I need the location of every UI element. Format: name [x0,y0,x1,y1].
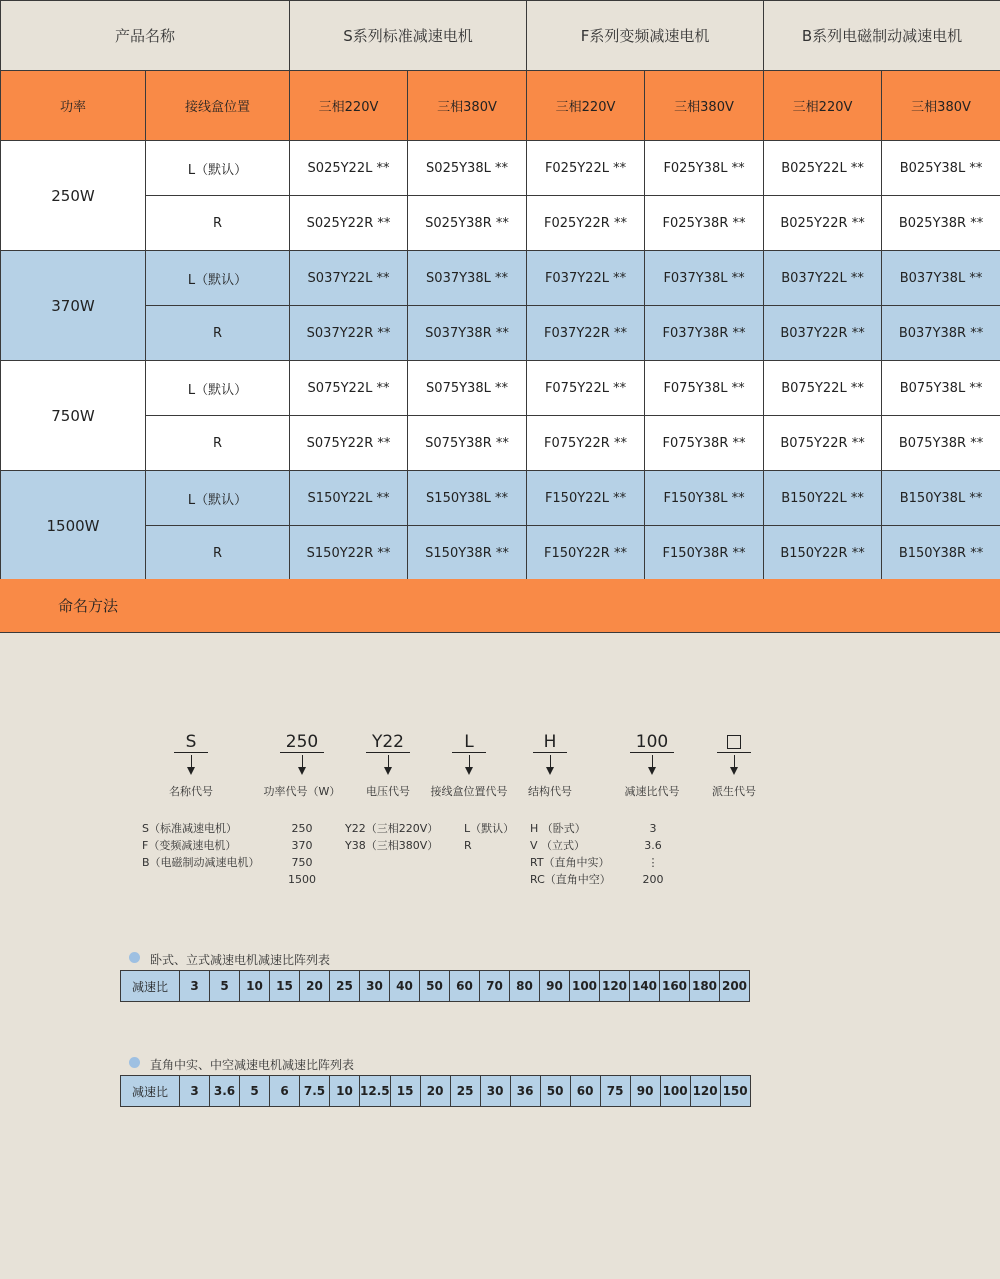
code-label: 功率代号（W） [263,785,341,798]
option-text: RC（直角中空） [530,873,611,886]
structure-code: H [533,732,567,753]
ratio-value-cell: 5 [210,971,240,1002]
model-cell: S150Y22L ** [290,471,408,526]
voltage-header: 三相220V [290,71,408,141]
model-cell: F037Y22R ** [527,306,645,361]
model-cell: S150Y22R ** [290,526,408,581]
model-cell: S075Y22L ** [290,361,408,416]
ratio-value-cell: 6 [270,1076,300,1107]
model-cell: B150Y38R ** [882,526,1000,581]
power-cell: 370W [1,251,146,361]
ratio-table-2 [120,1075,751,1107]
ratio-value-cell: 90 [630,1076,660,1107]
box-position-cell: R [146,196,290,251]
arrow-down-icon [187,767,195,775]
power-cell: 750W [1,361,146,471]
ratio-value-cell: 200 [720,971,750,1002]
option-text: L（默认） [464,822,515,835]
ratio-value-cell: 30 [480,1076,510,1107]
arrow-down-icon [730,767,738,775]
option-text: 250 [291,822,313,835]
series-s-header: S系列标准减速电机 [290,1,527,71]
power-cell: 1500W [1,471,146,581]
model-cell: S037Y38R ** [408,306,527,361]
model-cell: F150Y38L ** [645,471,764,526]
table-row [1,141,1000,196]
arrow-down-icon [384,767,392,775]
table-row [1,361,1000,416]
option-text: B（电磁制动减速电机） [142,856,260,869]
power-header: 功率 [1,71,146,141]
derivative-code [717,732,751,753]
model-cell: F025Y22L ** [527,141,645,196]
table-row [1,416,1000,471]
box-position-cell: R [146,526,290,581]
voltage-header: 三相380V [882,71,1000,141]
model-cell: F025Y38L ** [645,141,764,196]
ratio-value-cell: 120 [690,1076,720,1107]
ratio-value-cell: 40 [390,971,420,1002]
model-cell: S150Y38R ** [408,526,527,581]
code-label: 接线盒位置代号 [430,785,508,798]
ratio-table-2-title: 直角中实、中空减速电机减速比阵列表 [150,1058,355,1072]
series-b-header: B系列电磁制动减速电机 [764,1,1000,71]
ratio-value-cell: 80 [510,971,540,1002]
voltage-header: 三相380V [645,71,764,141]
option-text: 3 [649,822,657,835]
model-cell: S025Y38L ** [408,141,527,196]
table-row [1,251,1000,306]
model-cell: B037Y22L ** [764,251,882,306]
power-cell: 250W [1,141,146,251]
model-cell: F025Y22R ** [527,196,645,251]
model-cell: S150Y38L ** [408,471,527,526]
option-text: V （立式） [530,839,586,852]
ratio-value-cell: 60 [570,1076,600,1107]
box-code: L [452,732,486,753]
ratio-value-cell: 75 [600,1076,630,1107]
option-text: Y38（三相380V） [345,839,439,852]
option-text: RT（直角中实） [530,856,610,869]
model-cell: B150Y22L ** [764,471,882,526]
table-row [1,306,1000,361]
option-text: 370 [291,839,313,852]
code-label: 名称代号 [169,785,213,798]
option-text: F（变频减速电机） [142,839,237,852]
ratio-value-cell: 3 [180,971,210,1002]
ratio-value-cell: 36 [510,1076,540,1107]
box-position-cell: L（默认） [146,471,290,526]
model-cell: B025Y22L ** [764,141,882,196]
ratio-value-cell: 3.6 [210,1076,240,1107]
model-cell: B025Y38L ** [882,141,1000,196]
ratio-value-cell: 12.5 [360,1076,391,1107]
model-cell: B075Y22R ** [764,416,882,471]
ratio-value-cell: 15 [270,971,300,1002]
model-cell: F037Y38R ** [645,306,764,361]
naming-section-bar [0,579,1000,633]
model-cell: F075Y38L ** [645,361,764,416]
model-cell: F150Y22R ** [527,526,645,581]
model-cell: B150Y22R ** [764,526,882,581]
ratio-value-cell: 25 [450,1076,480,1107]
model-cell: S075Y22R ** [290,416,408,471]
ratio-value-cell: 30 [360,971,390,1002]
code-label: 派生代号 [712,785,756,798]
model-cell: S037Y22L ** [290,251,408,306]
model-rows [1,141,1000,581]
bullet-icon [129,1057,140,1068]
ratio-value-cell: 10 [330,1076,360,1107]
model-cell: F075Y22L ** [527,361,645,416]
box-position-cell: L（默认） [146,251,290,306]
model-cell: S037Y38L ** [408,251,527,306]
arrow-down-icon [465,767,473,775]
model-cell: S075Y38L ** [408,361,527,416]
table-row [1,196,1000,251]
model-cell: S075Y38R ** [408,416,527,471]
model-cell: F075Y38R ** [645,416,764,471]
arrow-down-icon [298,767,306,775]
ratio-value-cell: 20 [300,971,330,1002]
option-text: 200 [642,873,664,886]
model-cell: B150Y38L ** [882,471,1000,526]
model-cell: B075Y22L ** [764,361,882,416]
ratio-value-cell: 15 [390,1076,420,1107]
ratio-code: 100 [630,732,674,753]
naming-title: 命名方法 [58,597,119,615]
box-position-cell: R [146,416,290,471]
model-cell: F037Y38L ** [645,251,764,306]
model-cell: F025Y38R ** [645,196,764,251]
ratio-table-1-title: 卧式、立式减速电机减速比阵列表 [150,953,331,967]
model-cell: S025Y22R ** [290,196,408,251]
option-text: Y22（三相220V） [345,822,439,835]
option-text: R [464,839,472,852]
ratio-value-cell: 50 [540,1076,570,1107]
option-text: S（标准减速电机） [142,822,237,835]
ratio-value-cell: 60 [450,971,480,1002]
ratio-label: 减速比 [121,1076,180,1107]
code-label: 电压代号 [366,785,410,798]
voltage-header: 三相220V [764,71,882,141]
ratio-value-cell: 120 [600,971,630,1002]
ratio-value-cell: 100 [570,971,600,1002]
model-table [0,0,1000,581]
option-text: ⋮ [647,856,659,869]
model-cell: B037Y38R ** [882,306,1000,361]
option-text: H （卧式） [530,822,586,835]
placeholder-box-icon [727,735,741,749]
model-cell: B075Y38L ** [882,361,1000,416]
ratio-value-cell: 90 [540,971,570,1002]
voltage-header: 三相220V [527,71,645,141]
model-cell: F075Y22R ** [527,416,645,471]
ratio-value-cell: 180 [690,971,720,1002]
model-cell: B037Y38L ** [882,251,1000,306]
option-text: 750 [291,856,313,869]
ratio-value-cell: 5 [240,1076,270,1107]
product-name-header: 产品名称 [1,1,290,71]
series-f-header: F系列变频减速电机 [527,1,764,71]
model-cell: F150Y38R ** [645,526,764,581]
option-text: 3.6 [644,839,662,852]
box-position-cell: L（默认） [146,141,290,196]
model-cell: S025Y38R ** [408,196,527,251]
ratio-label: 减速比 [121,971,180,1002]
model-cell: S025Y22L ** [290,141,408,196]
code-label: 结构代号 [528,785,572,798]
ratio-value-cell: 3 [180,1076,210,1107]
ratio-value-cell: 50 [420,971,450,1002]
voltage-header: 三相380V [408,71,527,141]
power-code: 250 [280,732,324,753]
arrow-down-icon [648,767,656,775]
code-label: 减速比代号 [624,785,680,798]
model-cell: S037Y22R ** [290,306,408,361]
ratio-value-cell: 7.5 [300,1076,330,1107]
ratio-value-cell: 140 [630,971,660,1002]
ratio-table-1 [120,970,750,1002]
bullet-icon [129,952,140,963]
ratio-value-cell: 150 [720,1076,750,1107]
ratio-value-cell: 70 [480,971,510,1002]
box-position-cell: R [146,306,290,361]
voltage-code: Y22 [366,732,410,753]
model-cell: B075Y38R ** [882,416,1000,471]
option-text: 1500 [288,873,316,886]
box-position-header: 接线盒位置 [146,71,290,141]
model-cell: F150Y22L ** [527,471,645,526]
table-row [1,526,1000,581]
name-code: S [174,732,208,753]
ratio-value-cell: 10 [240,971,270,1002]
box-position-cell: L（默认） [146,361,290,416]
ratio-value-cell: 20 [420,1076,450,1107]
ratio-value-cell: 25 [330,971,360,1002]
model-cell: B025Y38R ** [882,196,1000,251]
ratio-value-cell: 100 [660,1076,690,1107]
model-cell: B025Y22R ** [764,196,882,251]
arrow-down-icon [546,767,554,775]
model-cell: B037Y22R ** [764,306,882,361]
table-row [1,471,1000,526]
model-cell: F037Y22L ** [527,251,645,306]
ratio-value-cell: 160 [660,971,690,1002]
